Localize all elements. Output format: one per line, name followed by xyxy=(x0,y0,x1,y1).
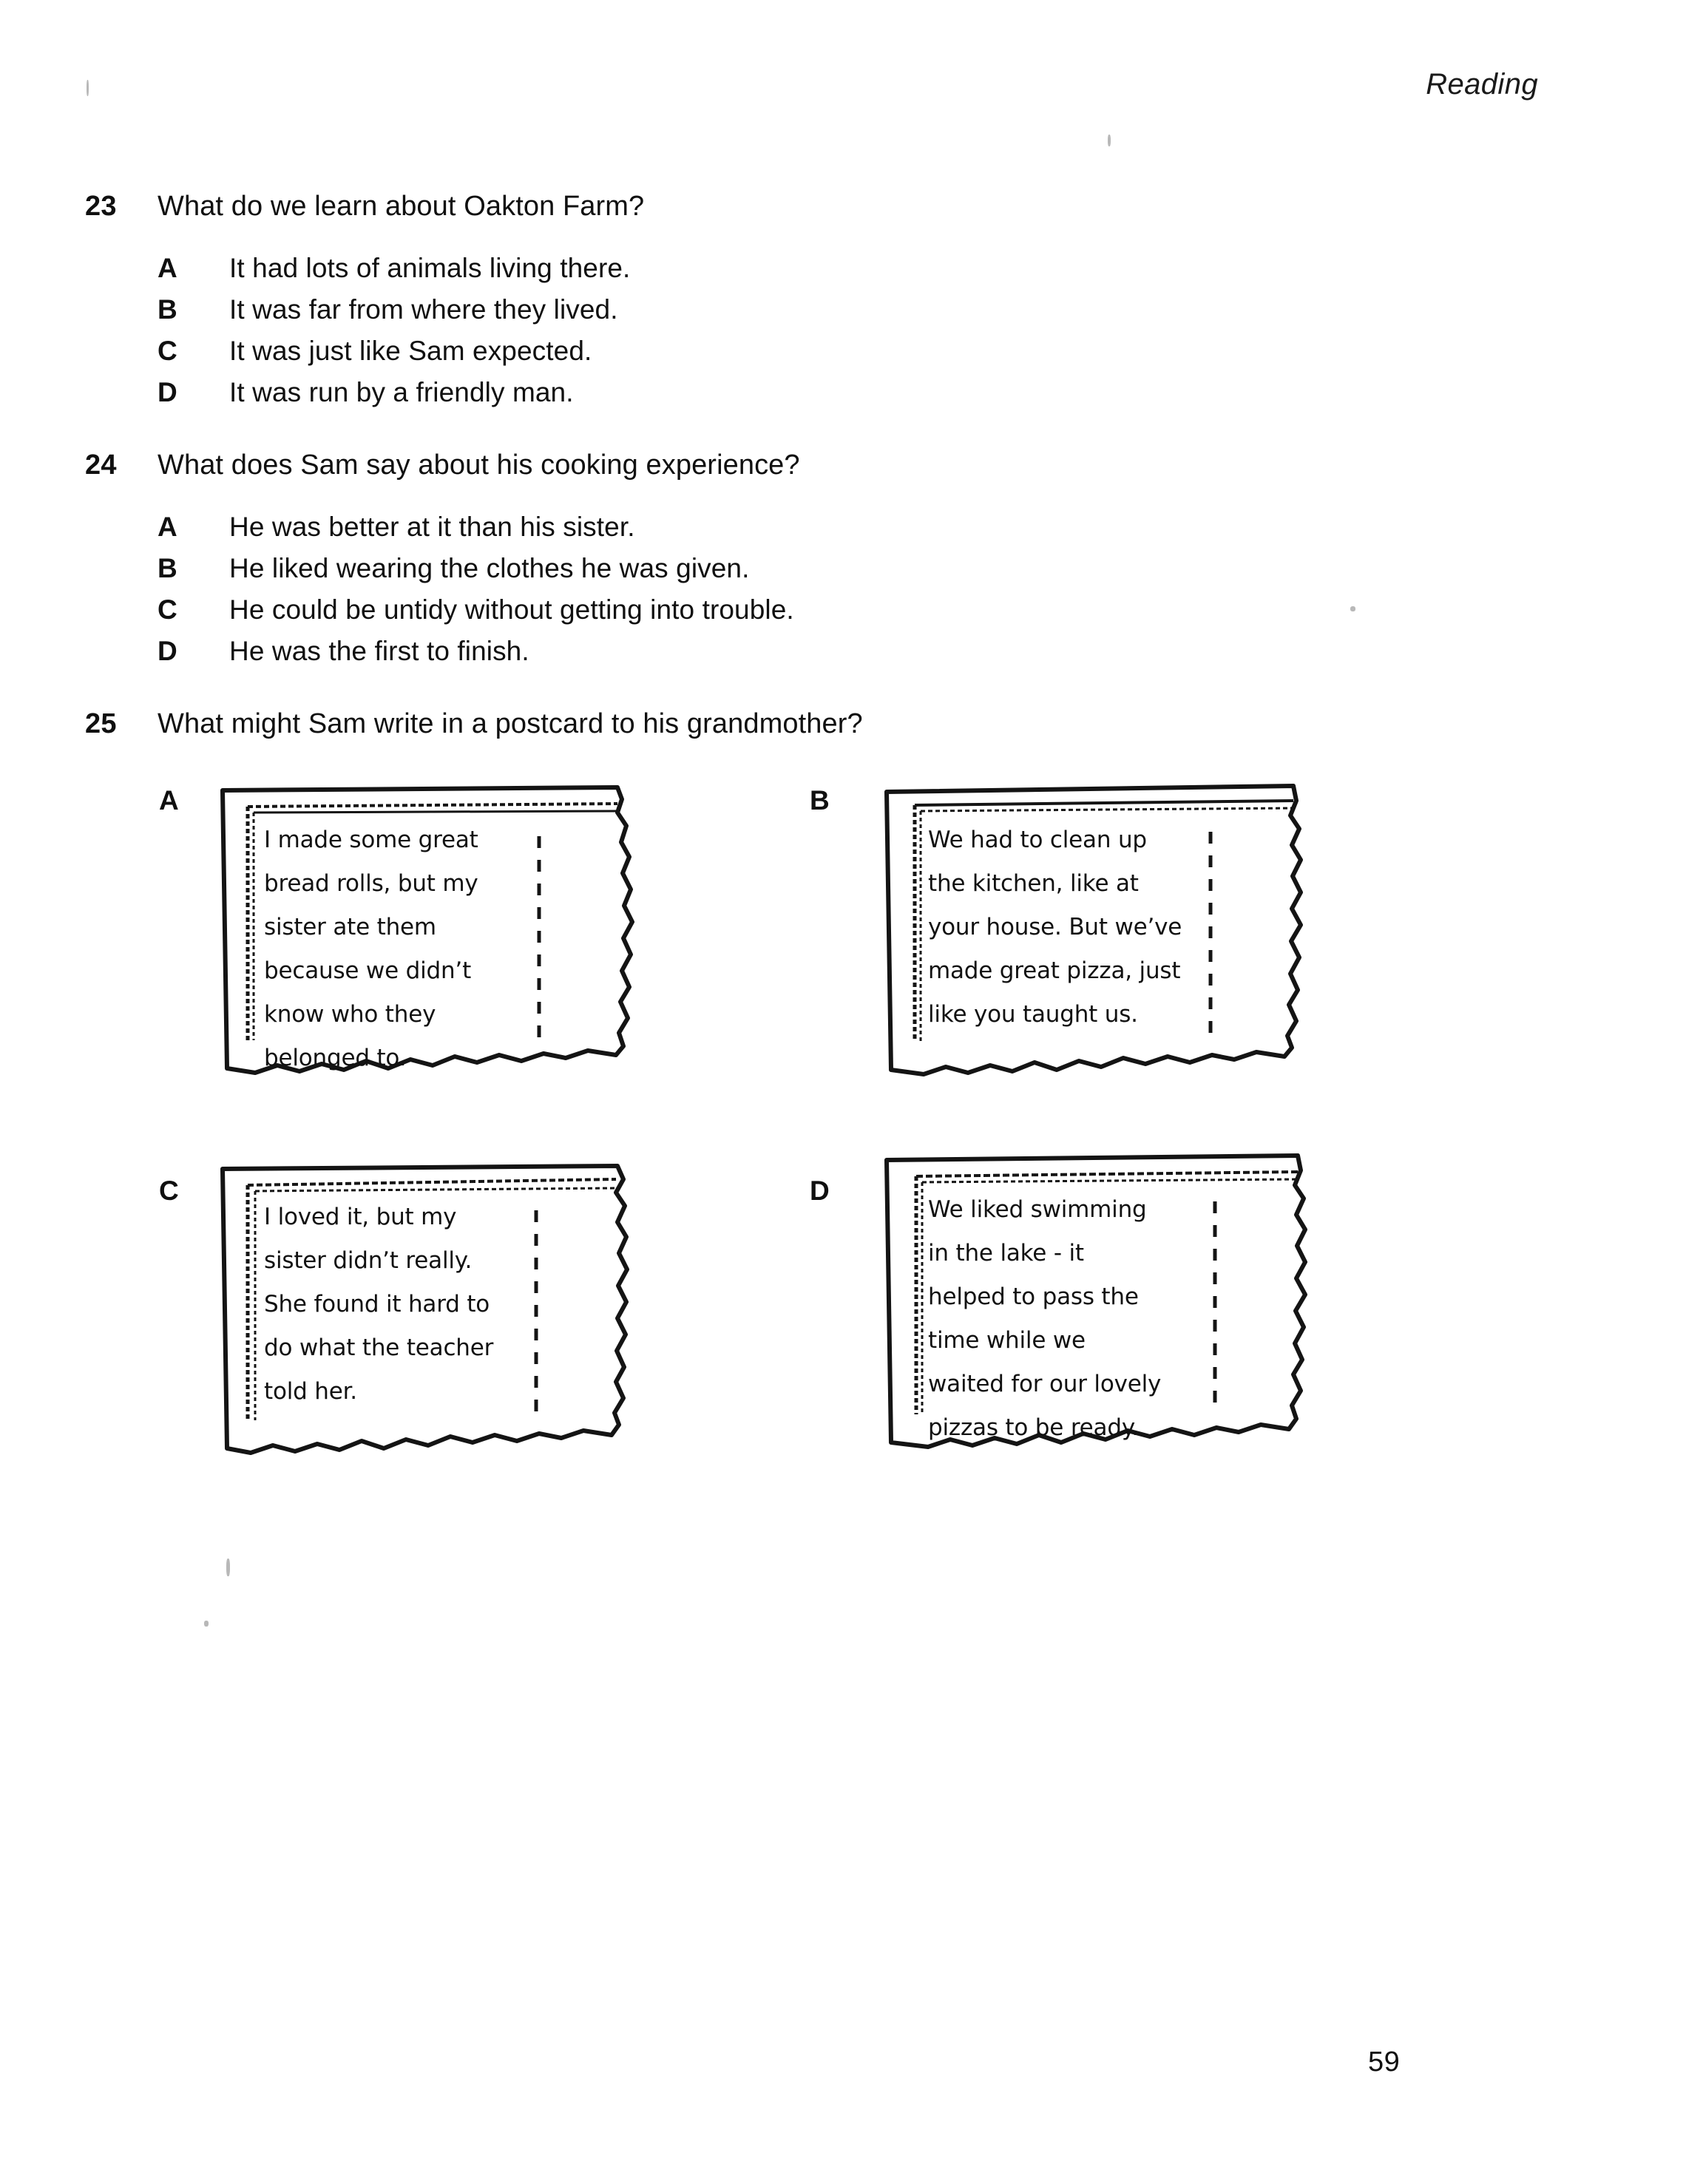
postcard-line: helped to pass the xyxy=(928,1283,1139,1310)
question-23 xyxy=(0,191,1686,418)
question-23-options xyxy=(0,253,1686,418)
postcard-line: like you taught us. xyxy=(928,1001,1138,1028)
postcard-d-text xyxy=(928,1188,1246,1450)
question-24-option-d[interactable] xyxy=(0,636,1686,677)
postcard-b[interactable] xyxy=(882,780,1333,1083)
option-text: It was far from where they lived. xyxy=(229,294,618,325)
postcard-a-text xyxy=(264,818,582,1080)
question-24-text: What does Sam say about his cooking experience? xyxy=(158,450,800,481)
scan-speckle xyxy=(1108,135,1111,146)
question-24-options xyxy=(0,512,1686,677)
option-letter: C xyxy=(158,594,177,625)
postcard-c[interactable] xyxy=(218,1157,669,1460)
page-number: 59 xyxy=(1368,2046,1401,2078)
postcard-c-text xyxy=(264,1196,582,1414)
question-24-option-b[interactable] xyxy=(0,553,1686,594)
postcard-line: I loved it, but my xyxy=(264,1204,457,1230)
question-25-text: What might Sam write in a postcard to his grandmother? xyxy=(158,708,863,739)
postcard-line: waited for our lovely xyxy=(928,1371,1162,1397)
scan-speckle xyxy=(226,1559,230,1576)
question-25 xyxy=(0,708,1686,754)
question-24-option-a[interactable] xyxy=(0,512,1686,553)
option-text: He liked wearing the clothes he was given. xyxy=(229,553,750,583)
option-letter: D xyxy=(158,636,177,666)
postcard-line: We had to clean up xyxy=(928,827,1147,853)
postcard-line: She found it hard to xyxy=(264,1291,490,1317)
scan-speckle xyxy=(204,1621,209,1627)
postcard-d[interactable] xyxy=(882,1150,1333,1453)
option-letter: D xyxy=(158,377,177,407)
option-text: He was better at it than his sister. xyxy=(229,512,635,542)
postcard-line: your house. But we’ve xyxy=(928,914,1182,940)
option-text: It had lots of animals living there. xyxy=(229,253,631,283)
postcard-a[interactable] xyxy=(218,780,669,1083)
postcard-option-letter-c: C xyxy=(159,1176,179,1206)
postcard-line: told her. xyxy=(264,1378,357,1405)
question-23-option-a[interactable] xyxy=(0,253,1686,294)
postcard-line: in the lake - it xyxy=(928,1240,1084,1266)
option-text: It was just like Sam expected. xyxy=(229,336,592,366)
option-letter: B xyxy=(158,553,177,583)
postcard-line: because we didn’t xyxy=(264,957,472,984)
postcard-line: time while we xyxy=(928,1327,1086,1354)
question-24-number: 24 xyxy=(85,450,117,481)
postcard-line: pizzas to be ready. xyxy=(928,1414,1140,1441)
postcard-line: sister ate them xyxy=(264,914,436,940)
postcard-line: sister didn’t really. xyxy=(264,1247,473,1274)
postcard-option-letter-a: A xyxy=(159,785,179,815)
question-23-option-d[interactable] xyxy=(0,377,1686,418)
question-24 xyxy=(0,450,1686,677)
option-letter: B xyxy=(158,294,177,325)
postcard-line: I made some great xyxy=(264,827,478,853)
option-text: He was the first to finish. xyxy=(229,636,529,666)
postcard-line: made great pizza, just xyxy=(928,957,1181,984)
question-25-number: 25 xyxy=(85,708,117,739)
option-letter: A xyxy=(158,512,177,542)
scan-speckle xyxy=(87,80,89,96)
postcard-line: bread rolls, but my xyxy=(264,870,478,897)
postcard-line: belonged to. xyxy=(264,1045,407,1071)
postcard-line: We liked swimming xyxy=(928,1196,1147,1223)
question-24-heading xyxy=(0,450,1686,495)
question-24-option-c[interactable] xyxy=(0,594,1686,636)
question-23-heading xyxy=(0,191,1686,237)
question-23-option-c[interactable] xyxy=(0,336,1686,377)
postcard-b-text xyxy=(928,818,1246,1037)
option-text: He could be untidy without getting into trouble. xyxy=(229,594,794,625)
question-23-number: 23 xyxy=(85,191,117,222)
postcard-line: the kitchen, like at xyxy=(928,870,1139,897)
question-23-text: What do we learn about Oakton Farm? xyxy=(158,191,645,222)
postcard-line: do what the teacher xyxy=(264,1335,494,1361)
option-letter: A xyxy=(158,253,177,283)
postcard-line: know who they xyxy=(264,1001,436,1028)
option-letter: C xyxy=(158,336,177,366)
postcard-option-letter-b: B xyxy=(810,785,830,815)
postcard-option-letter-d: D xyxy=(810,1176,830,1206)
option-text: It was run by a friendly man. xyxy=(229,377,574,407)
question-23-option-b[interactable] xyxy=(0,294,1686,336)
page-header-subject: Reading xyxy=(1426,68,1538,101)
question-25-heading xyxy=(0,708,1686,754)
